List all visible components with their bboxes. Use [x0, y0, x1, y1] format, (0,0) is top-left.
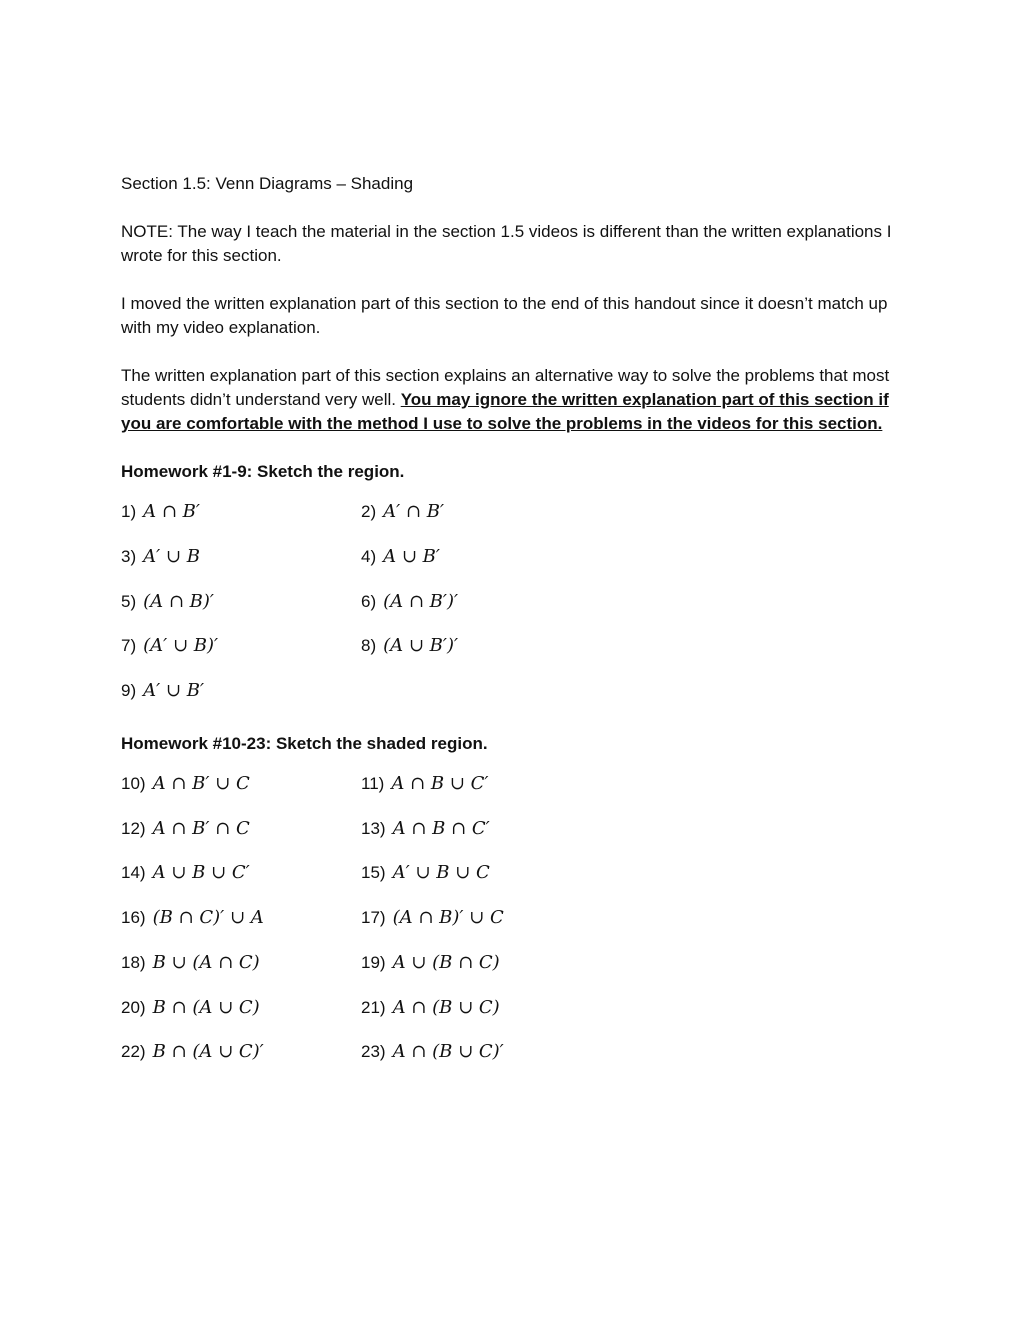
problem-number: 2)	[361, 502, 377, 521]
problem-number: 5)	[121, 591, 137, 611]
set-expression: A ∩ B′ ∩ C	[152, 817, 250, 839]
homework-1-9-heading: Homework #1-9: Sketch the region.	[121, 462, 405, 481]
problem-item	[121, 590, 361, 614]
problem-number: 22)	[121, 1042, 146, 1062]
problem-number: 8)	[361, 636, 377, 656]
problem-number: 11)	[361, 773, 385, 793]
problem-item	[121, 679, 361, 703]
section-title: Section 1.5: Venn Diagrams – Shading	[121, 174, 414, 193]
problem-row	[121, 500, 901, 545]
problem-item	[121, 1040, 361, 1064]
problem-item	[361, 817, 490, 841]
problem-row	[121, 1040, 901, 1085]
set-expression: A ∩ B ∩ C′	[392, 817, 490, 839]
problem-item	[121, 634, 361, 658]
set-expression: A ∩ (B ∪ C)′	[392, 1041, 504, 1063]
problem-item	[121, 772, 361, 796]
problem-item	[361, 500, 444, 524]
problem-number: 17)	[361, 908, 386, 927]
problem-item	[361, 906, 504, 930]
problem-item	[121, 951, 361, 975]
homework-10-23-list	[121, 772, 901, 1085]
set-expression: A ∩ B ∪ C′	[391, 772, 489, 794]
problem-item	[361, 951, 500, 975]
problem-number: 6)	[361, 591, 377, 611]
problem-item	[121, 906, 361, 930]
set-expression: (A ∩ B)′	[143, 590, 215, 612]
problem-row	[121, 817, 901, 862]
set-expression: B ∩ (A ∪ C)′	[152, 1041, 264, 1063]
problem-item	[121, 996, 361, 1020]
problem-item	[121, 817, 361, 841]
set-expression: A ∪ B ∪ C′	[152, 862, 250, 884]
problem-row	[121, 634, 901, 679]
problem-number: 4)	[361, 546, 377, 566]
problem-number: 15)	[361, 863, 386, 883]
problem-row	[121, 772, 901, 817]
problem-number: 7)	[121, 636, 137, 656]
problem-row	[121, 679, 901, 724]
set-expression: (A ∪ B′)′	[383, 635, 459, 657]
problem-item	[121, 500, 361, 524]
problem-number: 21)	[361, 997, 386, 1017]
problem-row	[121, 951, 901, 996]
set-expression: A′ ∪ B ∪ C	[392, 862, 490, 884]
set-expression: A ∪ (B ∩ C)	[392, 951, 500, 973]
problem-number: 13)	[361, 818, 386, 838]
set-expression: A ∩ B′	[143, 501, 200, 522]
set-expression: A ∩ (B ∪ C)	[392, 996, 500, 1018]
set-expression: A′ ∩ B′	[383, 501, 445, 522]
alternative-text: The written explanation part of this section explains an alternative way to solve the problems that most students didn’t understand very well.	[121, 366, 890, 409]
problem-row	[121, 545, 901, 590]
alternative-paragraph	[121, 364, 901, 436]
problem-item	[121, 545, 361, 569]
set-expression: (A ∩ B′)′	[383, 590, 459, 612]
document-page	[121, 172, 901, 1093]
problem-number: 16)	[121, 908, 146, 927]
problem-number: 12)	[121, 818, 146, 838]
set-expression: B ∩ (A ∪ C)	[152, 996, 260, 1018]
set-expression: A′ ∪ B	[143, 545, 200, 567]
problem-number: 10)	[121, 773, 146, 793]
homework-1-9-list	[121, 500, 901, 724]
moved-paragraph: I moved the written explanation part of this section to the end of this handout since it doesn’t match up with my video explanation.	[121, 294, 888, 337]
set-expression: (A′ ∪ B)′	[143, 635, 219, 657]
problem-item	[361, 996, 500, 1020]
problem-number: 14)	[121, 863, 146, 883]
set-expression: B ∪ (A ∩ C)	[152, 951, 260, 973]
problem-number: 23)	[361, 1042, 386, 1062]
problem-item	[361, 861, 490, 885]
problem-number: 3)	[121, 546, 137, 566]
problem-number: 9)	[121, 681, 137, 700]
problem-number: 18)	[121, 952, 146, 972]
note-paragraph: NOTE: The way I teach the material in the section 1.5 videos is different than the written explanations I wrote for this section.	[121, 222, 892, 265]
problem-number: 19)	[361, 952, 386, 972]
problem-item	[361, 772, 488, 796]
set-expression: A ∩ B′ ∪ C	[152, 772, 250, 794]
problem-item	[361, 634, 458, 658]
problem-row	[121, 861, 901, 906]
problem-item	[361, 545, 440, 569]
problem-item	[361, 590, 458, 614]
problem-row	[121, 996, 901, 1041]
problem-number: 20)	[121, 997, 146, 1017]
set-expression: (B ∩ C)′ ∪ A	[152, 907, 264, 928]
set-expression: A′ ∪ B′	[143, 680, 205, 701]
ignore-note: You may ignore the written explanation part of this section if you are comfortable with the method I use to solve the problems in the videos for this section.	[121, 390, 889, 433]
set-expression: (A ∩ B)′ ∪ C	[392, 907, 504, 928]
problem-row	[121, 590, 901, 635]
problem-item	[121, 861, 361, 885]
set-expression: A ∪ B′	[383, 545, 440, 567]
problem-item	[361, 1040, 504, 1064]
problem-number: 1)	[121, 502, 137, 521]
homework-10-23-heading: Homework #10-23: Sketch the shaded region.	[121, 733, 488, 753]
problem-row	[121, 906, 901, 951]
